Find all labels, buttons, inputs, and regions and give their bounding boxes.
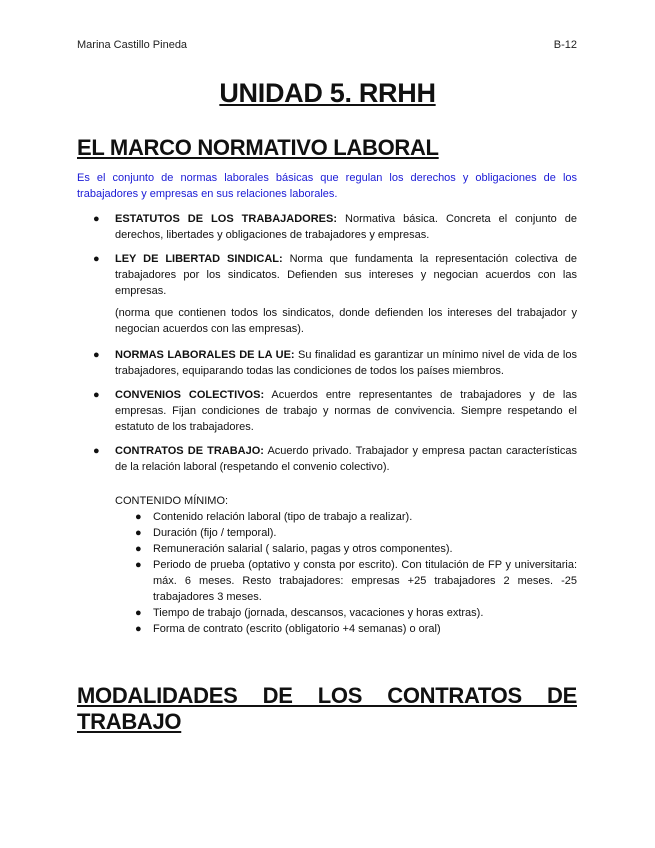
bullet-icon: ● [93, 253, 100, 265]
page-title: UNIDAD 5. RRHH [219, 78, 436, 108]
bullet-icon: ● [135, 543, 142, 555]
list-item [77, 211, 577, 243]
bullet-icon: ● [135, 527, 142, 539]
list-item-text: Contenido relación laboral (tipo de trabajo a realizar). [153, 511, 413, 523]
bullet-icon: ● [135, 511, 142, 523]
list-item-text: Tiempo de trabajo (jornada, descansos, vacaciones y horas extras). [153, 607, 484, 619]
list-item [115, 621, 577, 637]
list-item [115, 525, 577, 541]
bullet-icon: ● [135, 607, 142, 619]
item-note: (norma que contienen todos los sindicatos, donde defienden los intereses del trabajador y negocian acuerdos con las empresas). [115, 307, 577, 335]
list-item [115, 509, 577, 525]
header-page-code: B-12 [553, 39, 577, 51]
list-item [77, 387, 577, 435]
list-item [115, 557, 577, 605]
norm-list [77, 211, 577, 483]
list-item-text: Duración (fijo / temporal). [153, 527, 277, 539]
item-term: CONVENIOS COLECTIVOS: [115, 389, 265, 401]
bullet-icon: ● [93, 213, 100, 225]
contenido-label: CONTENIDO MÍNIMO: [115, 495, 229, 507]
list-item [115, 541, 577, 557]
item-term: NORMAS LABORALES DE LA UE: [115, 349, 295, 361]
list-item-text: Remuneración salarial ( salario, pagas y otros componentes). [153, 543, 453, 555]
item-text: Acuerdos entre representantes de trabajadores y de las empresas. Fijan condiciones de trabajo y normas de convivencia. Siempre respetando el estatuto de los trabajadores. [115, 389, 577, 433]
bullet-icon: ● [93, 445, 100, 457]
list-item [77, 443, 577, 475]
item-text: Acuerdo privado. Trabajador y empresa pactan características de la relación laboral (respetando el convenio colectivo). [115, 445, 577, 473]
bullet-icon: ● [135, 559, 142, 571]
bullet-icon: ● [135, 623, 142, 635]
section-intro: Es el conjunto de normas laborales básicas que regulan los derechos y obligaciones de los trabajadores y empresas en sus relaciones laborales. [77, 172, 577, 200]
contenido-minimo [115, 493, 577, 637]
item-term: LEY DE LIBERTAD SINDICAL: [115, 253, 283, 265]
list-item-text: Forma de contrato (escrito (obligatorio +4 semanas) o oral) [153, 623, 441, 635]
item-text: Normativa básica. Concreta el conjunto de derechos, libertades y obligaciones de trabajadores y empresas. [115, 213, 577, 241]
list-item [77, 251, 577, 299]
contenido-list [115, 509, 577, 637]
bullet-icon: ● [93, 389, 100, 401]
item-term: ESTATUTOS DE LOS TRABAJADORES: [115, 213, 338, 225]
item-text: Norma que fundamenta la representación colectiva de trabajadores por los sindicatos. Defienden sus intereses y negocian acuerdos con las empresas. [115, 253, 577, 297]
list-item [115, 605, 577, 621]
list-item [77, 347, 577, 379]
section-heading-marco-normativo: EL MARCO NORMATIVO LABORAL [77, 135, 439, 160]
section-heading-modalidades: MODALIDADES DE LOS CONTRATOS DE TRABAJO [77, 683, 577, 734]
item-text: Su finalidad es garantizar un mínimo nivel de vida de los trabajadores, equiparando todas las condiciones de todos los países miembros. [115, 349, 577, 377]
list-item-text: Periodo de prueba (optativo y consta por escrito). Con titulación de FP y universitaria: máx. 6 meses. Resto trabajadores: empresas +25 trabajadores 2 meses. -25 trabajadores 3 meses. [153, 559, 577, 603]
item-term: CONTRATOS DE TRABAJO: [115, 445, 264, 457]
header-author: Marina Castillo Pineda [77, 39, 188, 51]
bullet-icon: ● [93, 349, 100, 361]
